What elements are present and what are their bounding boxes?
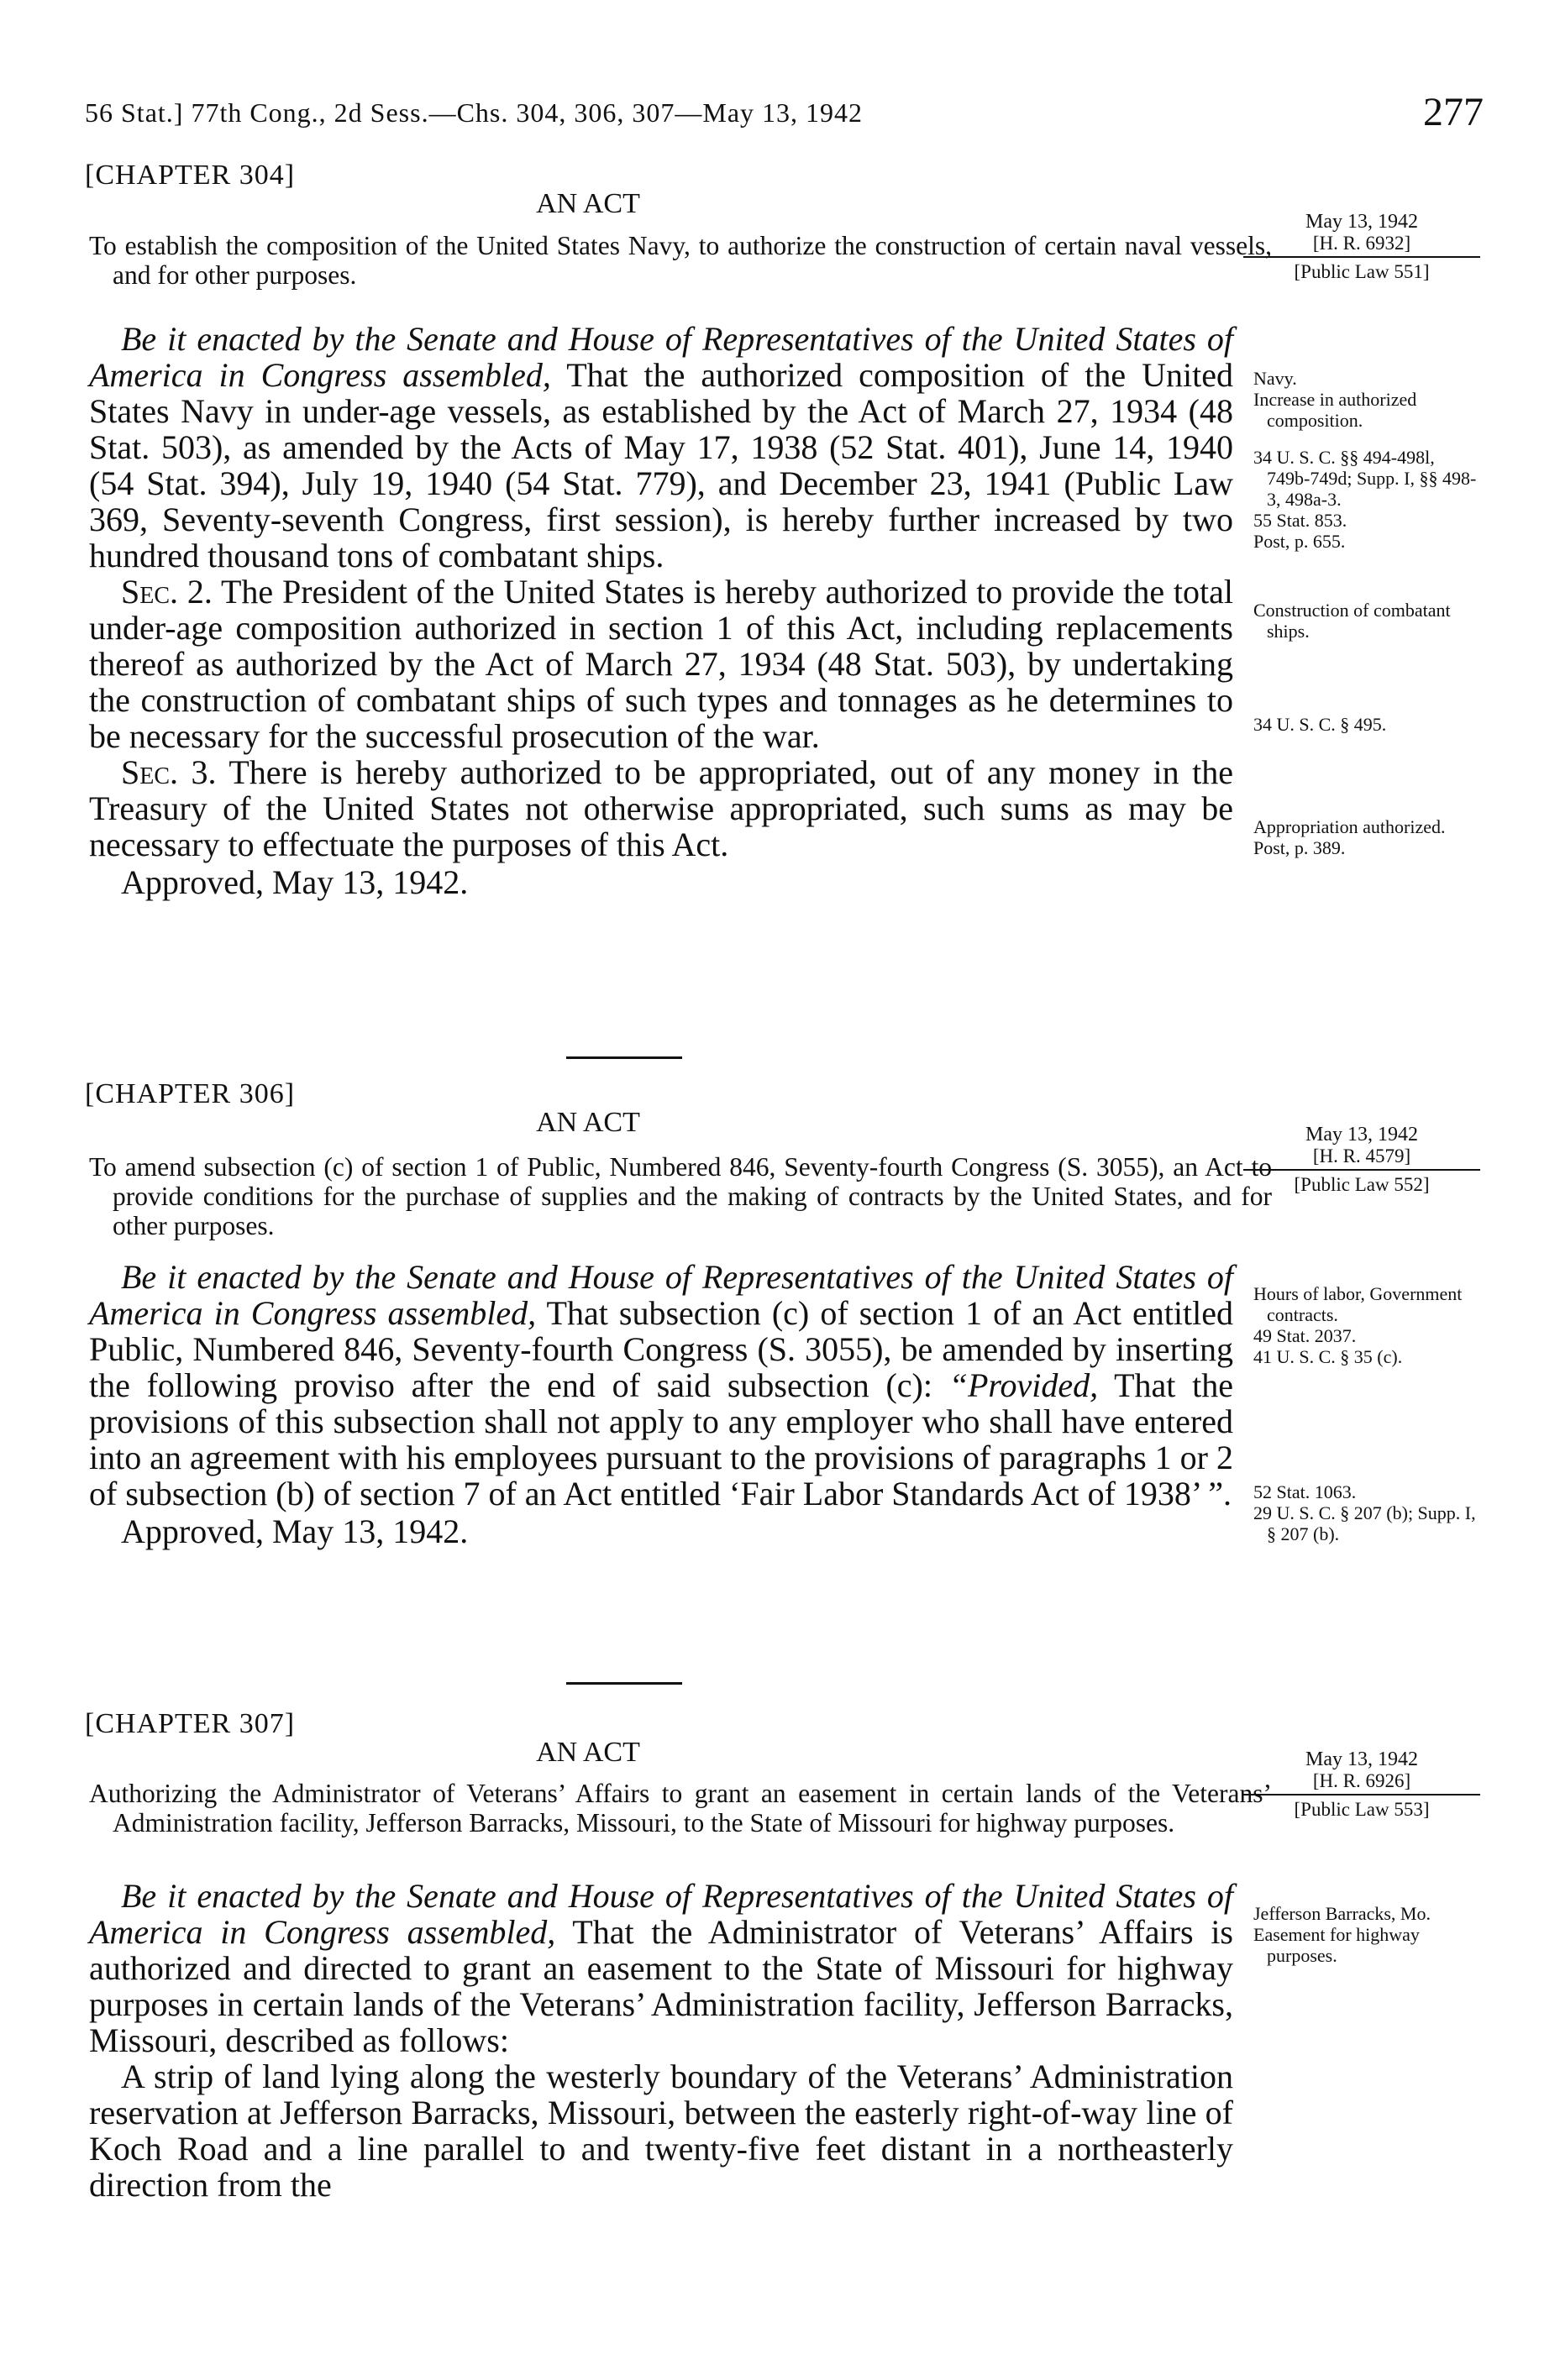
margin-note bbox=[1253, 1481, 1480, 1544]
section-3-text: There is hereby authorized to be appropriated, out of any money in the Treasury of the United States not otherwise appropriated, such sums as may be necessary to effectuate the purposes of this Act. bbox=[89, 753, 1234, 863]
section-2-label: Sec. 2. bbox=[121, 573, 213, 611]
section-3 bbox=[89, 754, 1233, 862]
running-header bbox=[85, 91, 1484, 141]
margin-note-citation: 55 Stat. 853. bbox=[1253, 510, 1347, 531]
bill-number: [H. R. 4579] bbox=[1243, 1145, 1480, 1171]
enactment-info bbox=[1243, 1124, 1480, 1196]
approval-line: Approved, May 13, 1942. bbox=[121, 1512, 469, 1550]
margin-note-topic: Navy. bbox=[1253, 368, 1297, 389]
section-1 bbox=[89, 321, 1233, 574]
section-1 bbox=[89, 1259, 1233, 1512]
section-1-text: That the Administrator of Veterans’ Affairs is authorized and directed to grant an easement to the State of Missouri for highway purposes in certain lands of the Veterans’ Administration facility, Jefferson Barracks, Missouri, described as follows: bbox=[89, 1913, 1233, 2059]
page-number: 277 bbox=[1423, 90, 1484, 134]
enactment-date: May 13, 1942 bbox=[1305, 1748, 1418, 1770]
margin-note-citation: Post, p. 655. bbox=[1253, 531, 1346, 552]
section-divider bbox=[566, 1682, 682, 1685]
margin-note bbox=[1253, 1903, 1480, 1966]
enacting-clause: Be it enacted by the Senate and House of Representatives of the United States of America in Congress assembled, bbox=[89, 320, 1233, 394]
margin-note bbox=[1253, 1283, 1480, 1367]
margin-note-subtopic: Easement for highway purposes. bbox=[1253, 1924, 1420, 1966]
margin-note-topic: Hours of labor, Government contracts. bbox=[1253, 1283, 1463, 1325]
margin-note-citation: 34 U. S. C. § 495. bbox=[1253, 714, 1387, 735]
enactment-date: May 13, 1942 bbox=[1305, 211, 1418, 233]
proviso-word: “Provided, bbox=[948, 1366, 1099, 1404]
act-title: To establish the composition of the United States Navy, to authorize the construction of certain naval vessels, and for other purposes. bbox=[89, 231, 1272, 290]
enactment-info bbox=[1243, 1748, 1480, 1821]
act-body bbox=[89, 1878, 1233, 2203]
public-law-number: [Public Law 553] bbox=[1294, 1799, 1430, 1820]
margin-note-topic: Jefferson Barracks, Mo. bbox=[1253, 1903, 1431, 1924]
margin-note-topic: Construction of combatant ships. bbox=[1253, 600, 1451, 642]
margin-note-citation: 41 U. S. C. § 35 (c). bbox=[1253, 1346, 1403, 1367]
chapter-label: [CHAPTER 304] bbox=[85, 160, 296, 191]
bill-number: [H. R. 6926] bbox=[1243, 1770, 1480, 1795]
margin-note bbox=[1253, 714, 1480, 735]
running-header-citation: 56 Stat.] 77th Cong., 2d Sess.—Chs. 304, 306, 307—May 13, 1942 bbox=[85, 97, 864, 128]
act-title: To amend subsection (c) of section 1 of Public, Numbered 846, Seventy-fourth Congress (S. 3055), an Act to provide conditions for the purchase of supplies and the making of contracts by the United States, and for other purposes. bbox=[89, 1152, 1272, 1240]
section-1-proviso-text: That the provisions of this subsection shall not apply to any employer who shall have entered into an agreement with his employees pursuant to the provisions of paragraphs 1 or 2 of subsection (b) of section 7 of an Act entitled ‘Fair Labor Standards Act of 1938’ ”. bbox=[89, 1366, 1234, 1512]
an-act-heading: AN ACT bbox=[536, 1107, 640, 1138]
section-divider bbox=[566, 1056, 682, 1059]
section-1-text: That the authorized composition of the United States Navy in under-age vessels, as established by the Act of March 27, 1934 (48 Stat. 503), as amended by the Acts of May 17, 1938 (52 Stat. 401), June 14, 1940 (54 Stat. 394), July 19, 1940 (54 Stat. 779), and December 23, 1941 (Public Law 369, Seventy-seventh Congress, first session), is hereby further increased by two hundred thousand tons of combatant ships. bbox=[89, 356, 1233, 574]
section-2 bbox=[89, 574, 1233, 754]
enacting-clause: Be it enacted by the Senate and House of Representatives of the United States of America in Congress assembled, bbox=[89, 1877, 1233, 1951]
margin-note-topic: Appropriation authorized. bbox=[1253, 816, 1446, 837]
an-act-heading: AN ACT bbox=[536, 188, 640, 219]
margin-note-citation: Post, p. 389. bbox=[1253, 837, 1346, 858]
enactment-info bbox=[1243, 211, 1480, 283]
section-1 bbox=[89, 1878, 1233, 2058]
bill-number: [H. R. 6932] bbox=[1243, 233, 1480, 258]
approval-line: Approved, May 13, 1942. bbox=[121, 863, 469, 901]
act-body bbox=[89, 1259, 1233, 1549]
margin-note bbox=[1253, 600, 1480, 642]
act-title: Authorizing the Administrator of Veterans’ Affairs to grant an easement in certain lands of the Veterans’ Administration facility, Jefferson Barracks, Missouri, to the State of Missouri for highway purposes. bbox=[89, 1779, 1272, 1837]
public-law-number: [Public Law 551] bbox=[1294, 261, 1430, 282]
enacting-clause: Be it enacted by the Senate and House of Representatives of the United States of America in Congress assembled, bbox=[89, 1258, 1233, 1332]
land-description: A strip of land lying along the westerly boundary of the Veterans’ Administration reservation at Jefferson Barracks, Missouri, between the easterly right-of-way line of Koch Road and a line parallel to and twenty-five feet distant in a northeasterly direction from the bbox=[89, 2058, 1233, 2204]
chapter-label: [CHAPTER 306] bbox=[85, 1078, 296, 1109]
margin-note-citation: 49 Stat. 2037. bbox=[1253, 1325, 1357, 1346]
section-1-text: That subsection (c) of section 1 of an Act entitled Public, Numbered 846, Seventy-fourth Congress (S. 3055), be amended by inserting the following proviso after the end of said subsection (c): bbox=[89, 1294, 1233, 1404]
margin-note-citation: 34 U. S. C. §§ 494-498l, 749b-749d; Supp. I, §§ 498-3, 498a-3. bbox=[1253, 447, 1477, 510]
chapter-label: [CHAPTER 307] bbox=[85, 1708, 296, 1739]
act-body bbox=[89, 321, 1233, 900]
enactment-date: May 13, 1942 bbox=[1305, 1124, 1418, 1145]
margin-note-citation: 52 Stat. 1063. bbox=[1253, 1481, 1357, 1502]
margin-note-citation: 29 U. S. C. § 207 (b); Supp. I, § 207 (b). bbox=[1253, 1502, 1476, 1544]
margin-note-subtopic: Increase in authorized composition. bbox=[1253, 389, 1417, 431]
margin-note bbox=[1253, 816, 1480, 858]
section-3-label: Sec. 3. bbox=[121, 753, 217, 791]
an-act-heading: AN ACT bbox=[536, 1737, 640, 1768]
section-2-text: The President of the United States is hereby authorized to provide the total under-age composition authorized in section 1 of this Act, including replacements thereof as authorized by the Act of March 27, 1934 (48 Stat. 503), by undertaking the construction of combatant ships of such types and tonnages as he determines to be necessary for the successful prosecution of the war. bbox=[89, 573, 1234, 755]
margin-note bbox=[1253, 368, 1480, 431]
public-law-number: [Public Law 552] bbox=[1294, 1174, 1430, 1195]
margin-note bbox=[1253, 447, 1480, 552]
